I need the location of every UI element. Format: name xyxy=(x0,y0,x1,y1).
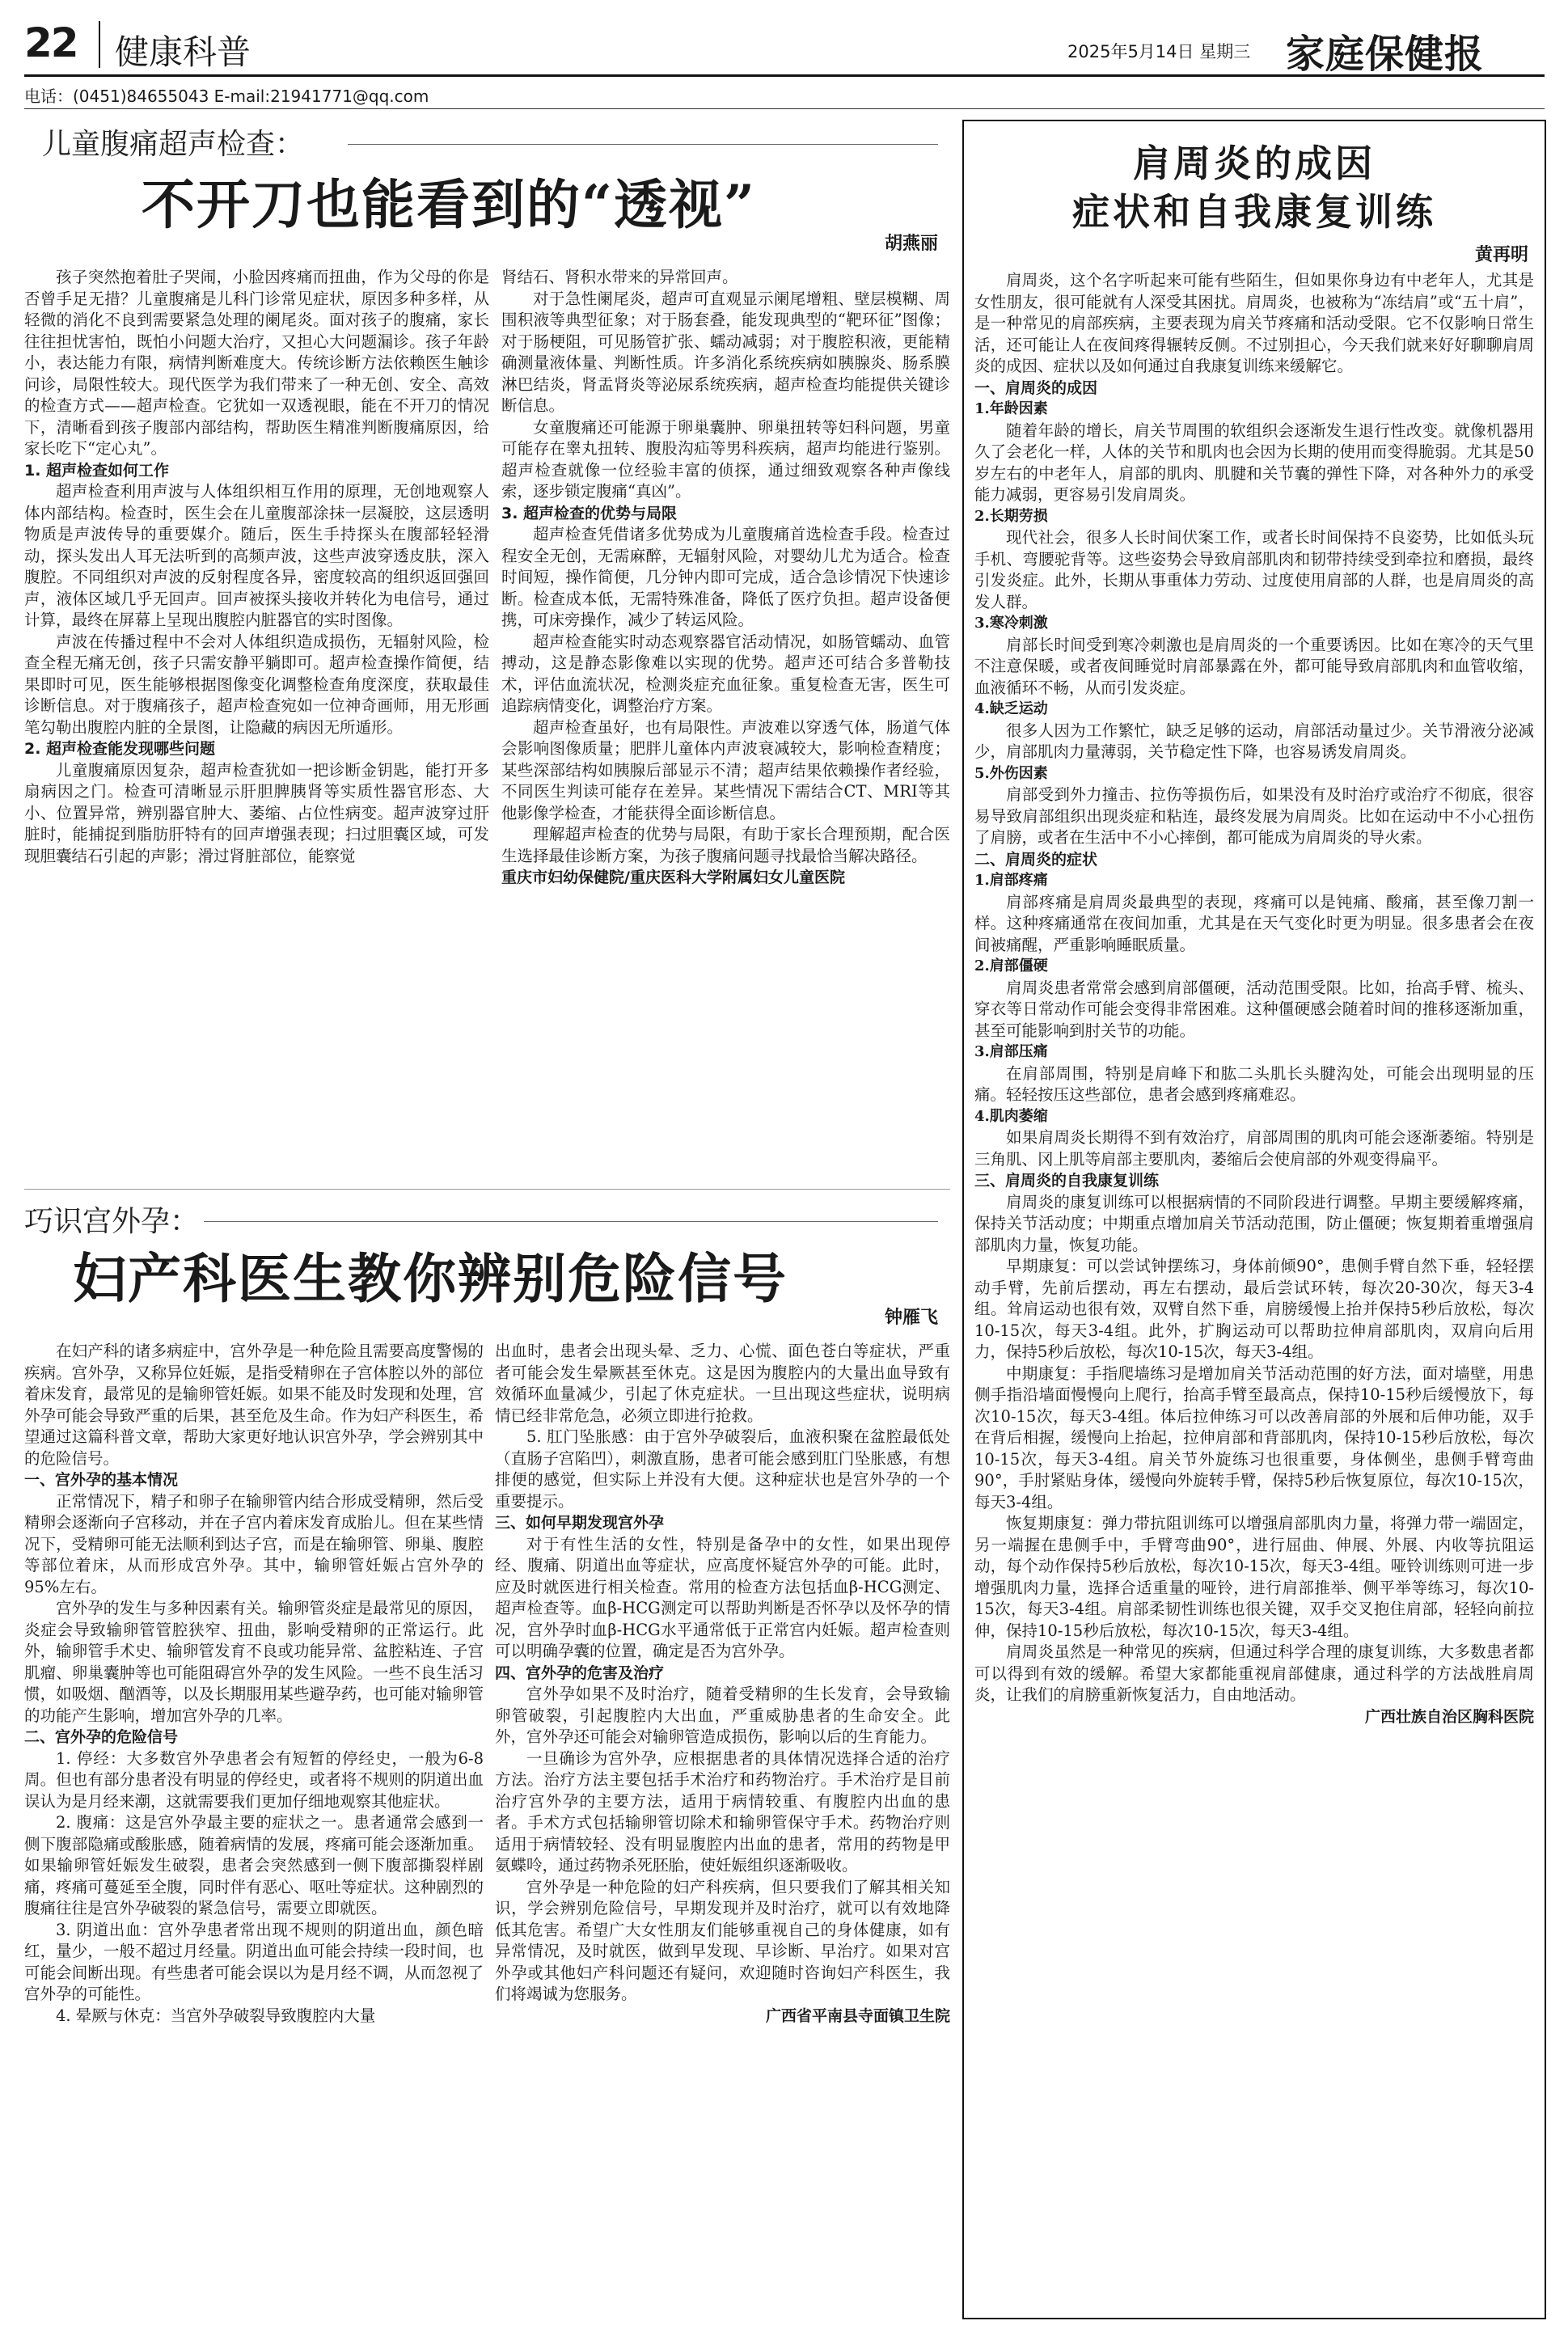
paragraph: 理解超声检查的优势与局限，有助于家长合理预期，配合医生选择最佳诊断方案，为孩子腹痛问题寻找最恰当解决路径。 xyxy=(501,825,950,865)
paragraph: 正常情况下，精子和卵子在输卵管内结合形成受精卵，然后受精卵会逐渐向子宫移动，并在子宫内着床发育成胎儿。但在某些情况下，受精卵可能无法顺利到达子宫，而是在输卵管、卵巢、腹腔等部位着床，从而形成宫外孕。其中，输卵管妊娠占宫外孕的95%左右。 xyxy=(24,1491,484,1596)
subheading: 3.肩部压痛 xyxy=(974,1043,1048,1060)
article1-kicker: 儿童腹痛超声检查： xyxy=(42,128,305,161)
article1-author: 胡燕丽 xyxy=(884,234,938,254)
paragraph: 2. 腹痛：这是宫外孕最主要的症状之一。患者通常会感到一侧下腹部隐痛或酸胀感，随着病情的发展，疼痛可能会逐渐加重。如果输卵管妊娠发生破裂，患者会突然感到一侧下腹部撕裂样剧痛，疼痛可蔓延至全腹，同时伴有恶心、呕吐等症状。这种剧烈的腹痛往往是宫外孕破裂的紧急信号，需要立即就医。 xyxy=(24,1813,484,1917)
paragraph: 4. 晕厥与休克：当宫外孕破裂导致腹腔内大量 xyxy=(56,2006,376,2025)
paragraph: 3. 阴道出血：宫外孕患者常出现不规则的阴道出血，颜色暗红，量少，一般不超过月经量。阴道出血可能会持续一段时间，也可能会间断出现。有些患者可能会误以为是月经不调，从而忽视了宫外孕的可能性。 xyxy=(24,1920,484,2003)
author-affiliation: 重庆市妇幼保健院/重庆医科大学附属妇女儿童医院 xyxy=(501,869,845,886)
paragraph: 声波在传播过程中不会对人体组织造成损伤，无辐射风险，检查全程无痛无创，孩子只需安静平躺即可。超声检查操作简便，结果即时可见，医生能够根据图像变化调整检查角度深度，获取最佳诊断信息。对于腹痛孩子，超声检查宛如一位神奇画师，用无形画笔勾勒出腹腔内脏的全景图，让隐藏的病因无所遁形。 xyxy=(24,632,489,737)
section-heading: 二、宫外孕的危险信号 xyxy=(24,1728,179,1746)
paragraph: 早期康复：可以尝试钟摆练习，身体前倾90°，患侧手臂自然下垂，轻轻摆动手臂，先前后摆动，再左右摆动，最后尝试环转，每次20-30次，每天3-4组。耸肩运动也很有效，双臂自然下垂，肩膀缓慢上抬并保持5秒后放松，每次10-15次，每天3-4组。此外，扩胸运动可以帮助拉伸肩部肌肉，双肩向后用力，保持5秒后放松，每次10-15次，每天3-4组。 xyxy=(974,1257,1534,1361)
subheading: 5.外伤因素 xyxy=(974,764,1048,782)
kicker-rule xyxy=(348,144,938,145)
paragraph: 在妇产科的诸多病症中，宫外孕是一种危险且需要高度警惕的疾病。宫外孕，又称异位妊娠，是指受精卵在子宫体腔以外的部位着床发育，最常见的是输卵管妊娠。如果不能及时发现和处理，宫外孕可能会导致严重的后果，甚至危及生命。作为妇产科医生，希望通过这篇科普文章，帮助大家更好地认识宫外孕，学会辨别其中的危险信号。 xyxy=(24,1342,484,1468)
article2-author: 钟雁飞 xyxy=(884,1308,938,1328)
section-heading: 1. 超声检查如何工作 xyxy=(24,461,170,480)
article3-title-line1: 肩周炎的成因 xyxy=(1133,142,1376,185)
section-heading: 3. 超声检查的优势与局限 xyxy=(501,504,678,522)
article3-author: 黄再明 xyxy=(1474,245,1528,265)
paragraph: 肩周炎的康复训练可以根据病情的不同阶段进行调整。早期主要缓解疼痛，保持关节活动度；中期重点增加肩关节活动范围，防止僵硬；恢复期着重增强肩部肌肉力量，恢复功能。 xyxy=(974,1192,1534,1254)
section-heading: 三、如何早期发现宫外孕 xyxy=(495,1514,665,1532)
paragraph: 很多人因为工作繁忙，缺乏足够的运动，肩部活动量过少。关节滑液分泌减少，肩部肌肉力量薄弱，关节稳定性下降，也容易诱发肩周炎。 xyxy=(974,721,1534,761)
subheading: 2.长期劳损 xyxy=(974,507,1048,525)
paragraph: 出血时，患者会出现头晕、乏力、心慌、面色苍白等症状，严重者可能会发生晕厥甚至休克。这是因为腹腔内的大量出血导致有效循环血量减少，引起了休克症状。一旦出现这些症状，说明病情已经非常危急，必须立即进行抢救。 xyxy=(495,1342,950,1425)
paragraph: 肩周炎虽然是一种常见的疾病，但通过科学合理的康复训练，大多数患者都可以得到有效的缓解。希望大家都能重视肩部健康，通过科学的方法战胜肩周炎，让我们的肩膀重新恢复活力，自由地活动。 xyxy=(974,1642,1534,1704)
subheading: 1.年龄因素 xyxy=(974,400,1048,417)
author-affiliation: 广西壮族自治区胸科医院 xyxy=(1364,1707,1534,1726)
paragraph: 肩周炎患者常常会感到肩部僵硬，活动范围受限。比如，抬高手臂、梳头、穿衣等日常动作可能会变得非常困难。这种僵硬感会随着时间的推移逐渐加重，甚至可能影响到肘关节的功能。 xyxy=(974,978,1534,1040)
paragraph: 肩部疼痛是肩周炎最典型的表现，疼痛可以是钝痛、酸痛，甚至像刀割一样。这种疼痛通常在夜间加重，尤其是在天气变化时更为明显。很多患者会在夜间被痛醒，严重影响睡眠质量。 xyxy=(974,892,1534,954)
paragraph: 对于急性阑尾炎，超声可直观显示阑尾增粗、壁层模糊、周围积液等典型征象；对于肠套叠，能发现典型的“靶环征”图像；对于肠梗阻，可见肠管扩张、蠕动减弱；对于腹腔积液，更能精确测量液体量、判断性质。许多消化系统疾病如胰腺炎、肠系膜淋巴结炎，肾盂肾炎等泌尿系统疾病，超声检查均能提供关键诊断信息。 xyxy=(501,289,950,415)
section-heading: 三、肩周炎的自我康复训练 xyxy=(974,1172,1160,1190)
section-heading: 一、肩周炎的成因 xyxy=(974,378,1098,397)
section-name: 健康科普 xyxy=(115,32,251,72)
article-divider xyxy=(24,1189,950,1190)
paragraph: 孩子突然抱着肚子哭闹，小脸因疼痛而扭曲，作为父母的你是否曾手足无措？儿童腹痛是儿科门诊常见症状，原因多种多样，从轻微的消化不良到需要紧急处理的阑尾炎。面对孩子的腹痛，家长往往担忧害怕，既怕小问题大治疗，又担心大问题漏诊。孩子年龄小，表达能力有限，病情判断难度大。传统诊断方法依赖医生触诊问诊，局限性较大。现代医学为我们带来了一种无创、安全、高效的检查方式——超声检查。它犹如一双透视眼，能在不开刀的情况下，清晰看到孩子腹部内部结构，帮助医生精准判断腹痛原因，给家长吃下“定心丸”。 xyxy=(24,268,489,458)
paragraph: 肩部长时间受到寒冷刺激也是肩周炎的一个重要诱因。比如在寒冷的天气里不注意保暖，或者夜间睡觉时肩部暴露在外，都可能导致肩部肌肉和血管收缩，血液循环不畅，从而引发炎症。 xyxy=(974,635,1534,697)
article2-kicker: 巧识宫外孕： xyxy=(24,1205,200,1238)
article1-column-2 xyxy=(501,267,950,1182)
paragraph: 一旦确诊为宫外孕，应根据患者的具体情况选择合适的治疗方法。治疗方法主要包括手术治疗和药物治疗。手术治疗是目前治疗宫外孕的主要方法，适用于病情较重、有腹腔内出血的患者。手术方式包括输卵管切除术和输卵管保守手术。药物治疗则适用于病情较轻、没有明显腹腔内出血的患者，常用的药物是甲氨蝶呤，通过药物杀死胚胎，使妊娠组织逐渐吸收。 xyxy=(495,1748,950,1875)
paragraph: 肾结石、肾积水带来的异常回声。 xyxy=(501,268,738,286)
subheading: 1.肩部疼痛 xyxy=(974,872,1048,889)
paragraph: 5. 肛门坠胀感：由于宫外孕破裂后，血液积聚在盆腔最低处（直肠子宫陷凹），刺激直肠，患者可能会感到肛门坠胀感，有想排便的感觉，但实际上并没有大便。这种症状也是宫外孕的一个重要提示。 xyxy=(495,1427,950,1511)
section-heading: 二、肩周炎的症状 xyxy=(974,850,1098,869)
section-heading: 四、宫外孕的危害及治疗 xyxy=(495,1663,665,1682)
section-heading: 一、宫外孕的基本情况 xyxy=(24,1471,179,1489)
paragraph: 肩周炎，这个名字听起来可能有些陌生，但如果你身边有中老年人，尤其是女性朋友，很可能就有人深受其困扰。肩周炎，也被称为“冻结肩”或“五十肩”，是一种常见的肩部疾病，主要表现为肩关节疼痛和活动受限。它不仅影响日常生活，还可能让人在夜间疼得辗转反侧。不过别担心，今天我们就来好好聊聊肩周炎的成因、症状以及如何通过自我康复训练来缓解它。 xyxy=(974,271,1534,375)
page-number: 22 xyxy=(24,19,78,66)
section-heading: 2. 超声检查能发现哪些问题 xyxy=(24,740,216,758)
paragraph: 随着年龄的增长，肩关节周围的软组织会逐渐发生退行性改变。就像机器用久了会老化一样，人体的关节和肌肉也会因为长期的使用而变得脆弱。尤其是50岁左右的中老年人，肩部的肌肉、肌腱和关节囊的弹性下降，对各种外力的承受能力减弱，更容易引发肩周炎。 xyxy=(974,421,1534,504)
paper-name: 家庭保健报 xyxy=(1286,32,1485,77)
paragraph: 超声检查利用声波与人体组织相互作用的原理，无创地观察人体内部结构。检查时，医生会在儿童腹部涂抹一层凝胶，这层透明物质是声波传导的重要媒介。随后，医生手持探头在腹部轻轻滑动，探头发出人耳无法听到的高频声波，这些声波穿透皮肤，深入腹腔。不同组织对声波的反射程度各异，密度较高的组织返回强回声，液体区域几乎无回声。回声被探头接收并转化为电信号，通过计算，最终在屏幕上呈现出腹腔内脏器官的实时图像。 xyxy=(24,482,489,629)
article3-body xyxy=(974,270,1534,2308)
issue-date: 2025年5月14日 星期三 xyxy=(1067,42,1251,61)
article2-column-2 xyxy=(495,1341,950,2326)
paragraph: 超声检查能实时动态观察器官活动情况，如肠管蠕动、血管搏动，这是静态影像难以实现的优势。超声还可结合多普勒技术，评估血流状况，检测炎症充血征象。重复检查无害，医生可追踪病情变化，调整治疗方案。 xyxy=(501,632,950,715)
contact-line: 电话：(0451)84655043 E-mail:21941771@qq.com xyxy=(24,87,429,106)
paragraph: 儿童腹痛原因复杂，超声检查犹如一把诊断金钥匙，能打开多扇病因之门。检查可清晰显示肝胆脾胰肾等实质性器官形态、大小、位置异常，辨别器官肿大、萎缩、占位性病变。超声波穿过肝脏时，能捕捉到脂肪肝特有的回声增强表现；扫过胆囊区域，可发现胆囊结石引起的声影；滑过肾脏部位，能察觉 xyxy=(24,760,489,865)
paragraph: 对于有性生活的女性，特别是备孕中的女性，如果出现停经、腹痛、阴道出血等症状，应高度怀疑宫外孕的可能。此时，应及时就医进行相关检查。常用的检查方法包括血β-HCG测定、超声检查等。血β-HCG测定可以帮助判断是否怀孕以及怀孕的情况，宫外孕时血β-HCG水平通常低于正常宫内妊娠。超声检查则可以明确孕囊的位置，确定是否为宫外孕。 xyxy=(495,1534,950,1660)
paragraph: 中期康复：手指爬墙练习是增加肩关节活动范围的好方法，面对墙壁，用患侧手指沿墙面慢慢向上爬行，抬高手臂至最高点，保持10-15秒后缓慢放下，每次10-15次，每天3-4组。体后拉伸练习可以改善肩部的外展和后伸功能，双手在背后相握，缓慢向上抬起，拉伸肩部和背部肌肉，保持10-15秒后放松，每次10-15次，每天3-4组。肩关节外旋练习也很重要，身体侧坐，患侧手臂弯曲90°，手肘紧贴身体，缓慢向外旋转手臂，保持5秒后恢复原位，每次10-15次，每天3-4组。 xyxy=(974,1363,1534,1511)
paragraph: 在肩部周围，特别是肩峰下和肱二头肌长头腱沟处，可能会出现明显的压痛。轻轻按压这些部位，患者会感到疼痛难忍。 xyxy=(974,1063,1534,1104)
paragraph: 肩部受到外力撞击、拉伤等损伤后，如果没有及时治疗或治疗不彻底，很容易导致肩部组织出现炎症和粘连，最终发展为肩周炎。比如在运动中不小心扭伤了肩膀，或者在生活中不小心摔倒，都可能成为肩周炎的导火索。 xyxy=(974,785,1534,847)
article1-column-1 xyxy=(24,267,489,1182)
paragraph: 女童腹痛还可能源于卵巢囊肿、卵巢扭转等妇科问题，男童可能存在睾丸扭转、腹股沟疝等男科疾病，超声均能进行鉴别。超声检查就像一位经验丰富的侦探，通过细致观察各种声像线索，逐步锁定腹痛“真凶”。 xyxy=(501,417,950,501)
header-rule xyxy=(24,108,1545,109)
subheading: 2.肩部僵硬 xyxy=(974,958,1048,974)
article2-column-1 xyxy=(24,1341,484,2326)
kicker-rule xyxy=(204,1221,938,1222)
article1-title: 不开刀也能看到的“透视” xyxy=(142,173,756,236)
article2-title: 妇产科医生教你辨别危险信号 xyxy=(73,1247,788,1310)
paragraph: 超声检查虽好，也有局限性。声波难以穿透气体，肠道气体会影响图像质量；肥胖儿童体内声波衰减较大，影响检查精度；某些深部结构如胰腺后部显示不清；超声结果依赖操作者经验，不同医生判读可能存在差异。某些情况下需结合CT、MRI等其他影像学检查，才能获得全面诊断信息。 xyxy=(501,717,950,822)
subheading: 4.缺乏运动 xyxy=(974,700,1048,717)
masthead-divider xyxy=(99,21,100,68)
paragraph: 超声检查凭借诸多优势成为儿童腹痛首选检查手段。检查过程安全无创，无需麻醉，无辐射风险，对婴幼儿尤为适合。检查时间短，操作简便，几分钟内即可完成，适合急诊情况下快速诊断。检查成本低，无需特殊准备，降低了医疗负担。超声设备便携，可床旁操作，减少了转运风险。 xyxy=(501,525,950,629)
paragraph: 如果肩周炎长期得不到有效治疗，肩部周围的肌肉可能会逐渐萎缩。特别是三角肌、冈上肌等肩部主要肌肉，萎缩后会使肩部的外观变得扁平。 xyxy=(974,1128,1534,1169)
masthead xyxy=(24,16,1545,77)
paragraph: 宫外孕的发生与多种因素有关。输卵管炎症是最常见的原因，炎症会导致输卵管管腔狭窄、扭曲，影响受精卵的正常运行。此外，输卵管手术史、输卵管发育不良或功能异常、盆腔粘连、子宫肌瘤、卵巢囊肿等也可能阻碍宫外孕的发生风险。一些不良生活习惯，如吸烟、酗酒等，以及长期服用某些避孕药，也可能对输卵管的功能产生影响，增加宫外孕的几率。 xyxy=(24,1599,484,1725)
article3-title-line2: 症状和自我康复训练 xyxy=(1072,190,1436,234)
author-affiliation: 广西省平南县寺面镇卫生院 xyxy=(765,2006,950,2025)
paragraph: 现代社会，很多人长时间伏案工作，或者长时间保持不良姿势，比如低头玩手机、弯腰驼背等。这些姿势会导致肩部肌肉和韧带持续受到牵拉和磨损，最终引发炎症。此外，长期从事重体力劳动、过度使用肩部的人群，也是肩周炎的高发人群。 xyxy=(974,528,1534,611)
paragraph: 宫外孕如果不及时治疗，随着受精卵的生长发育，会导致输卵管破裂，引起腹腔内大出血，严重威胁患者的生命安全。此外，宫外孕还可能会对输卵管造成损伤，影响以后的生育能力。 xyxy=(495,1685,950,1746)
paragraph: 恢复期康复：弹力带抗阻训练可以增强肩部肌肉力量，将弹力带一端固定，另一端握在患侧手中，手臂弯曲90°，进行屈曲、伸展、外展、内收等抗阻运动，每个动作保持5秒后放松，每次10-15次，每天3-4组。哑铃训练则可进一步增强肌肉力量，选择合适重量的哑铃，进行肩部推举、侧平举等练习，每次10-15次，每天3-4组。肩部柔韧性训练也很关键，双手交叉抱住肩部，轻轻向前拉伸，保持10-15秒后放松，每次10-15次，每天3-4组。 xyxy=(974,1514,1534,1640)
paragraph: 宫外孕是一种危险的妇产科疾病，但只要我们了解其相关知识，学会辨别危险信号，早期发现并及时治疗，就可以有效地降低其危害。希望广大女性朋友们能够重视自己的身体健康，如有异常情况，及时就医，做到早发现、早诊断、早治疗。如果对宫外孕或其他妇产科问题还有疑问，欢迎随时咨询妇产科医生，我们将竭诚为您服务。 xyxy=(495,1877,950,2003)
subheading: 3.寒冷刺激 xyxy=(974,615,1048,632)
paragraph: 1. 停经：大多数宫外孕患者会有短暂的停经史，一般为6-8周。但也有部分患者没有明显的停经史，或者将不规则的阴道出血误认为是月经来潮，这就需要我们更加仔细地观察其他症状。 xyxy=(24,1748,484,1811)
subheading: 4.肌肉萎缩 xyxy=(974,1107,1048,1125)
